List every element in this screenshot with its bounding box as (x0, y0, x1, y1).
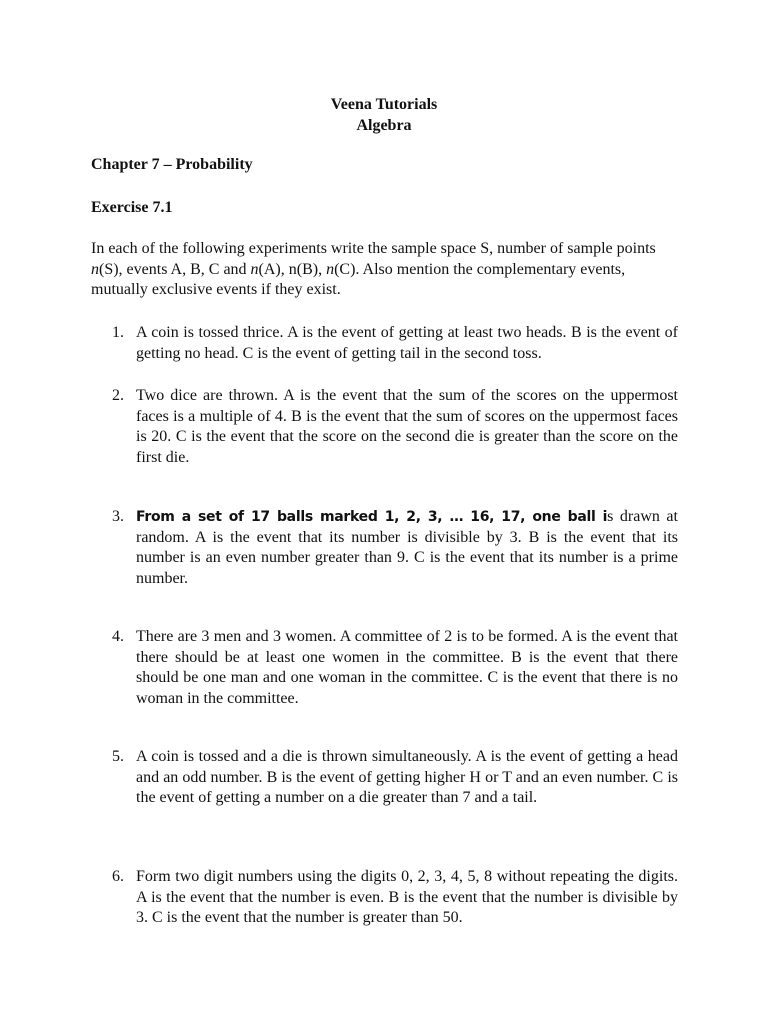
question-number: 4. (112, 628, 124, 645)
subject-title: Algebra (356, 117, 412, 134)
question-number: 2. (112, 387, 124, 404)
question-rest: s drawn at random. A is the event that its number is divisible by 3. B is the event that its number is an even number greater than 9. C is the event that its number is a prime number. (136, 508, 678, 587)
question-text: A coin is tossed thrice. A is the event of getting at least two heads. B is the event of getting no head. C is the event of getting tail in the second toss. (136, 324, 678, 362)
intro-n-1: n (91, 260, 99, 278)
question-number: 1. (112, 324, 124, 341)
chapter-heading: Chapter 7 – Probability (91, 156, 253, 173)
question-text (136, 507, 678, 589)
intro-text-4: (C). Also mention the complementary events, mutually exclusive events if they exist. (91, 260, 626, 298)
intro-text-3: (A), n(B), (258, 260, 327, 278)
intro-paragraph (91, 239, 679, 301)
question-text: There are 3 men and 3 women. A committee of 2 is to be formed. A is the event that there should be at least one women in the committee. B is the event that there should be one man and one woman in the committee. C is the event that there is no woman in the committee. (136, 628, 678, 707)
question-text: Two dice are thrown. A is the event that the sum of the scores on the uppermost faces is a multiple of 4. B is the event that the sum of scores on the uppermost faces is 20. C is the event that the score on the second die is greater than the score on the first die. (136, 387, 678, 466)
intro-n-2: n (250, 260, 259, 278)
exercise-heading: Exercise 7.1 (91, 199, 173, 216)
question-text: Form two digit numbers using the digits 0, 2, 3, 4, 5, 8 without repeating the digits. A is the event that the number is even. B is the event that the number is divisible by 3. C is the event that the number is greater than 50. (136, 868, 678, 926)
intro-text-1: In each of the following experiments write the sample space S, number of sample points (91, 240, 656, 257)
question-number: 6. (112, 868, 124, 885)
institute-title: Veena Tutorials (330, 96, 438, 113)
question-number: 5. (112, 748, 124, 765)
intro-text-2: (S), events A, B, C and (99, 260, 251, 278)
intro-n-3: n (326, 260, 335, 278)
document-header (0, 94, 768, 136)
question-number: 3. (112, 508, 124, 525)
question-text: A coin is tossed and a die is thrown simultaneously. A is the event of getting a head and an odd number. B is the event of getting higher H or T and an even number. C is the event of getting a number on a die greater than 7 and a tail. (136, 748, 678, 806)
question-bold-part: From a set of 17 balls marked 1, 2, 3, … 16, 17, one ball i (136, 509, 608, 525)
